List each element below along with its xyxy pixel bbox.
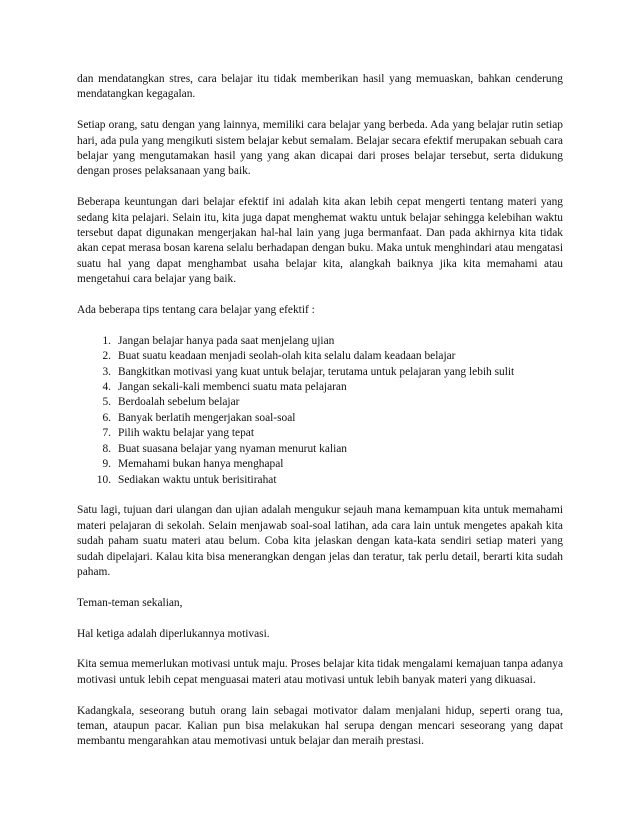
list-item-number: 6.	[102, 411, 111, 424]
list-item-number: 9.	[102, 458, 111, 471]
paragraph-greeting: Teman-teman sekalian,	[77, 596, 183, 609]
paragraph-motivation: Kita semua memerlukan motivasi untuk maju. Proses belajar kita tidak mengalami kemajuan tanpa adanya motivasi untuk lebih cepat menguasai materi atau motivasi untuk lebih banyak materi yang dikuasai.	[77, 658, 563, 686]
list-item-text: Berdoalah sebelum belajar	[118, 396, 240, 409]
list-item	[77, 349, 563, 364]
list-item	[77, 334, 563, 349]
list-item-text: Pilih waktu belajar yang tepat	[118, 427, 255, 440]
list-item	[77, 426, 563, 441]
list-item-text: Buat suatu keadaan menjadi seolah-olah kita selalu dalam keadaan belajar	[118, 350, 456, 363]
list-item-number: 8.	[102, 442, 111, 455]
list-item	[77, 473, 563, 488]
list-item	[77, 411, 563, 426]
paragraph-exams: Satu lagi, tujuan dari ulangan dan ujian adalah mengukur sejauh mana kemampuan kita untuk memahami materi pelajaran di sekolah. Selain menjawab soal-soal latihan, ada cara lain untuk mengetes apakah kita sudah paham suatu materi atau belum. Coba kita jelaskan dengan kata-kata sendiri setiap materi yang sudah dipelajari. Kalau kita bisa menerangkan dengan jelas dan teratur, tak perlu detail, berarti kita sudah paham.	[77, 504, 563, 578]
paragraph-motivator: Kadangkala, seseorang butuh orang lain sebagai motivator dalam menjalani hidup, seperti orang tua, teman, ataupun pacar. Kalian pun bisa melakukan hal serupa dengan mencari seseorang yang dapat membantu mengarahkan atau memotivasi untuk belajar dan meraih prestasi.	[77, 704, 563, 748]
list-item	[77, 365, 563, 380]
paragraph-tips-intro: Ada beberapa tips tentang cara belajar yang efektif :	[77, 304, 315, 317]
list-item-number: 2.	[102, 350, 111, 363]
list-item-text: Bangkitkan motivasi yang kuat untuk belajar, terutama untuk pelajaran yang lebih sulit	[118, 365, 515, 378]
list-item-text: Sediakan waktu untuk berisitirahat	[118, 473, 277, 486]
paragraph-benefits: Beberapa keuntungan dari belajar efektif ini adalah kita akan lebih cepat mengerti tentang materi yang sedang kita pelajari. Selain itu, kita juga dapat menghemat waktu untuk belajar sehingga kelebihan waktu tersebut dapat digunakan mengerjakan hal-hal lain yang juga bermanfaat. Dan pada akhirnya kita tidak akan cepat merasa bosan karena selalu berhadapan dengan buku. Maka untuk menghindari atau mengatasi suatu hal yang dapat menghambat usaha belajar kita, alangkah baiknya jika kita memahami atau mengetahui cara belajar yang baik.	[77, 196, 563, 286]
paragraph-third-point: Hal ketiga adalah diperlukannya motivasi.	[77, 627, 270, 640]
paragraph-intro-continuation: dan mendatangkan stres, cara belajar itu tidak memberikan hasil yang memuaskan, bahkan cenderung mendatangkan kegagalan.	[77, 73, 563, 101]
list-item-text: Jangan sekali-kali membenci suatu mata pelajaran	[118, 381, 347, 394]
list-item-number: 10.	[96, 473, 111, 486]
list-item	[77, 457, 563, 472]
list-item-number: 5.	[102, 396, 111, 409]
list-item-number: 7.	[102, 427, 111, 440]
list-item-number: 1.	[102, 334, 111, 347]
list-item	[77, 380, 563, 395]
list-item-text: Memahami bukan hanya menghapal	[118, 458, 284, 471]
list-item-text: Jangan belajar hanya pada saat menjelang ujian	[118, 334, 335, 347]
list-item-number: 3.	[102, 365, 111, 378]
tips-list	[77, 334, 563, 488]
list-item-text: Buat suasana belajar yang nyaman menurut kalian	[118, 442, 347, 455]
paragraph-learning-styles: Setiap orang, satu dengan yang lainnya, memiliki cara belajar yang berbeda. Ada yang belajar rutin setiap hari, ada pula yang mengikuti sistem belajar kebut semalam. Belajar secara efektif merupakan sebuah cara belajar yang mengutamakan hasil yang yang akan dicapai dari proses belajar tersebut, serta didukung dengan proses pelaksanaan yang baik.	[77, 119, 563, 178]
list-item	[77, 395, 563, 410]
list-item-number: 4.	[102, 381, 111, 394]
list-item-text: Banyak berlatih mengerjakan soal-soal	[118, 411, 296, 424]
list-item	[77, 442, 563, 457]
document-page	[77, 72, 563, 765]
